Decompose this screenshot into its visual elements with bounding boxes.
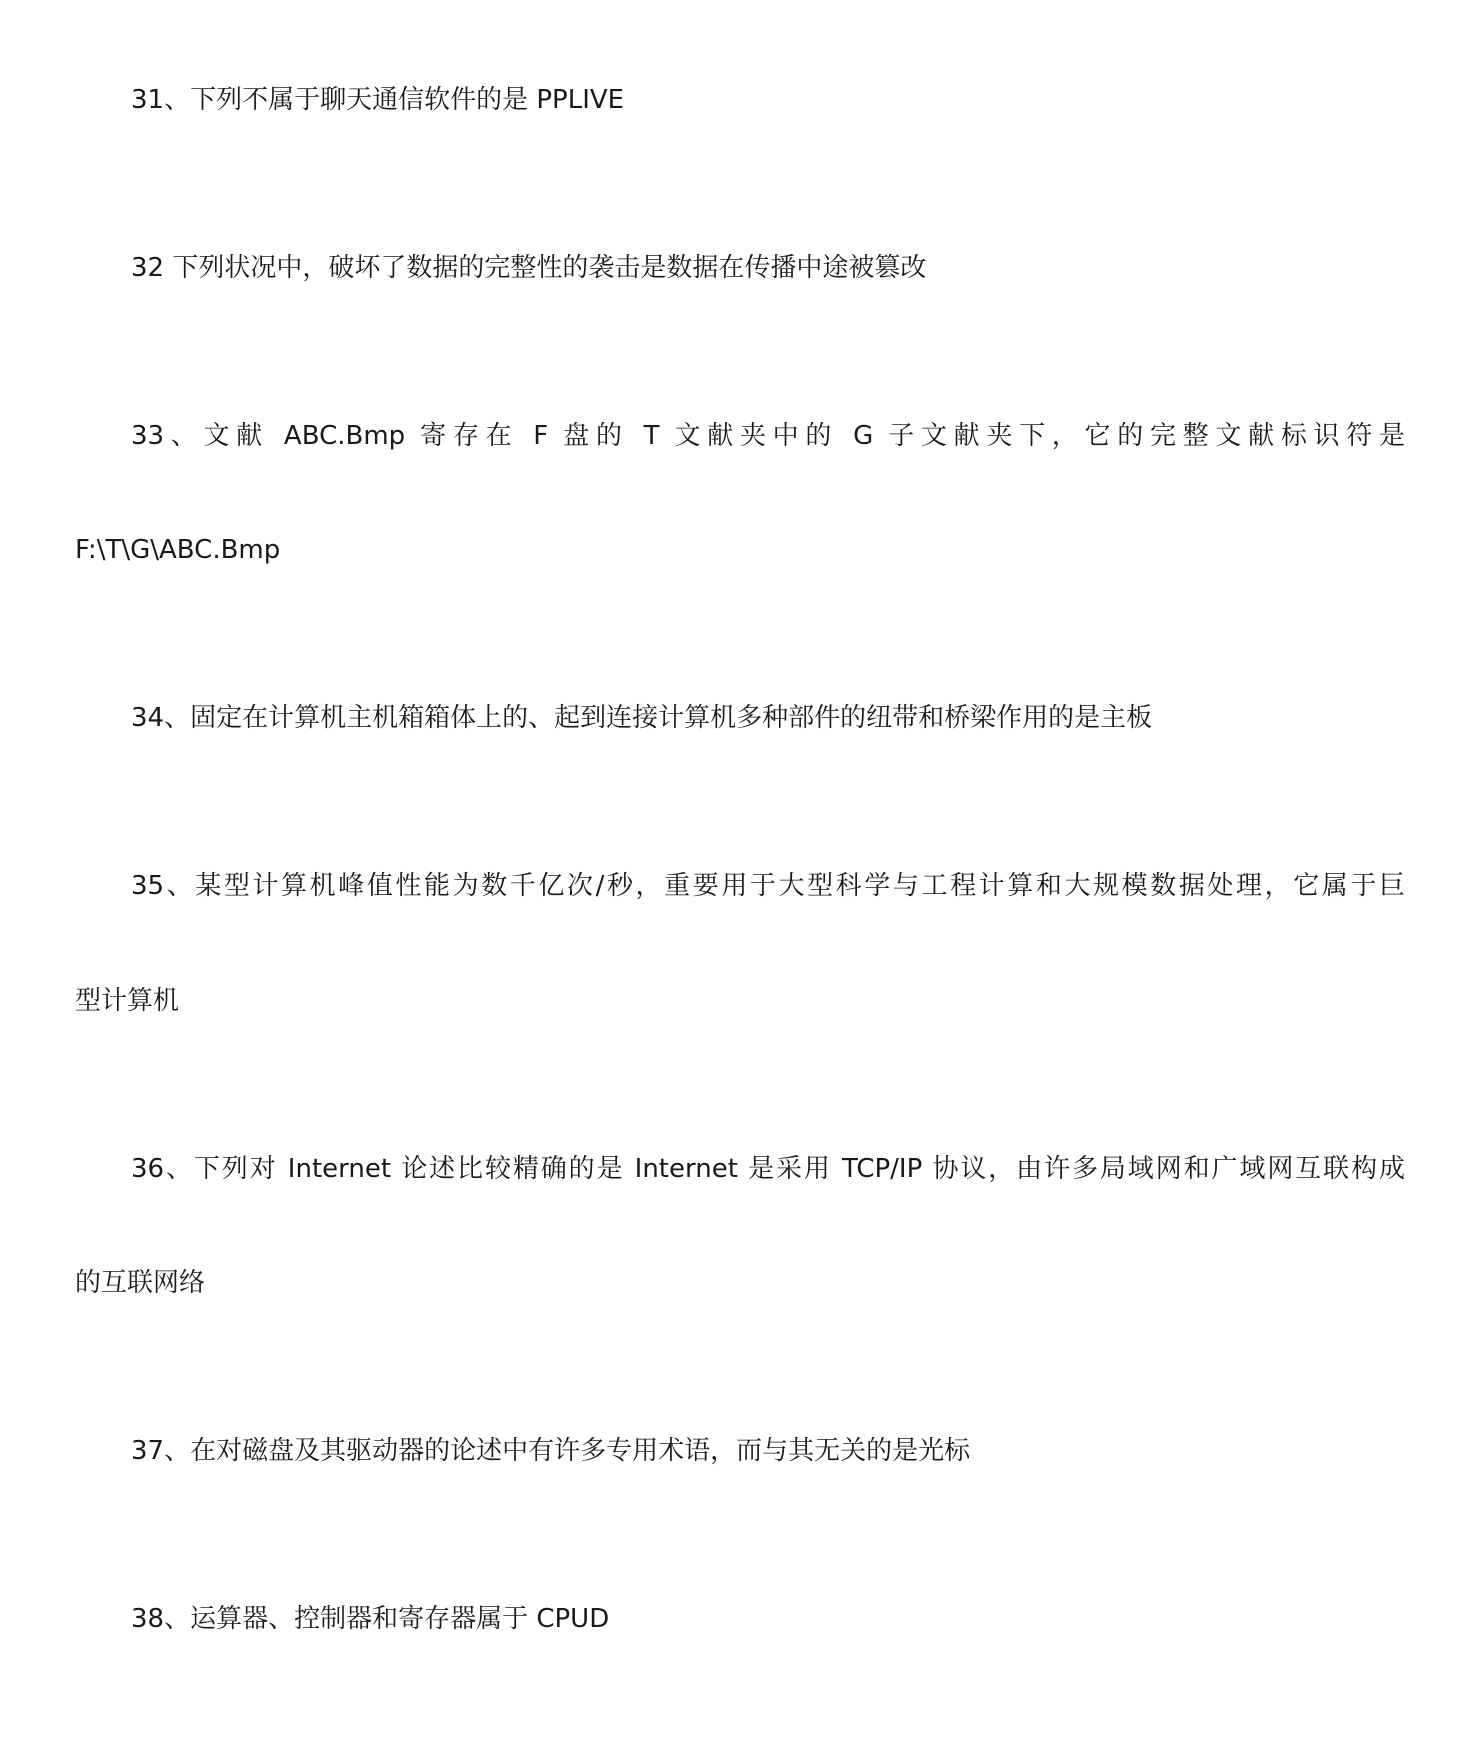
item-37-line-1: 37、在对磁盘及其驱动器的论述中有许多专用术语，而与其无关的是光标 <box>131 1436 971 1466</box>
item-31-line-1: 31、下列不属于聊天通信软件的是 PPLIVE <box>131 85 625 115</box>
item-38-line-1: 38、运算器、控制器和寄存器属于 CPUD <box>131 1604 610 1634</box>
item-35-line-2: 型计算机 <box>75 986 180 1016</box>
item-36-line-1: 36、下列对 Internet 论述比较精确的是 Internet 是采用 TCP/IP 协议，由许多局域网和广域网互联构成 <box>131 1154 1405 1184</box>
item-33-line-1: 33、文献 ABC.Bmp 寄存在 F 盘的 T 文献夹中的 G 子文献夹下，它的完整文献标识符是 <box>131 421 1405 451</box>
item-35-line-1: 35、某型计算机峰值性能为数千亿次/秒，重要用于大型科学与工程计算和大规模数据处理，它属于巨 <box>131 871 1405 901</box>
item-36-line-2: 的互联网络 <box>75 1268 206 1298</box>
item-34-line-1: 34、固定在计算机主机箱箱体上的、起到连接计算机多种部件的纽带和桥梁作用的是主板 <box>131 703 1153 733</box>
item-32-line-1: 32 下列状况中，破坏了数据的完整性的袭击是数据在传播中途被篡改 <box>131 253 927 283</box>
item-33-line-2: F:\T\G\ABC.Bmp <box>75 535 281 565</box>
